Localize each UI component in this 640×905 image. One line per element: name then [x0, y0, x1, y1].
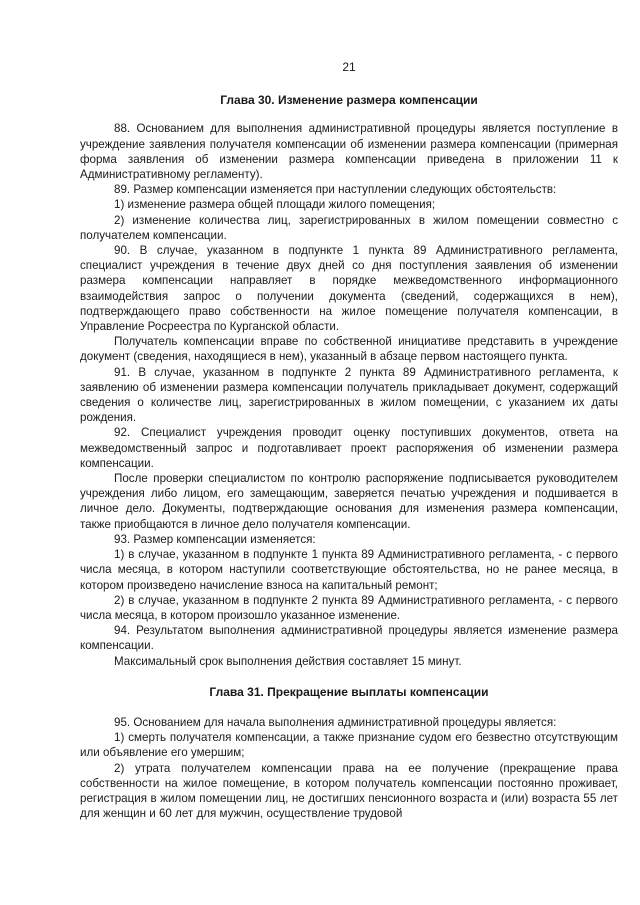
page-number: 21	[342, 60, 356, 74]
paragraph: 91. В случае, указанном в подпункте 2 пункта 89 Административного регламента, к заявлению об изменении размера компенсации получатель прикладывает документ, содержащий сведения о количестве лиц, зарегистрированных в жилом помещении, с указанием их даты рождения.	[80, 365, 618, 425]
paragraph: 1) в случае, указанном в подпункте 1 пункта 89 Административного регламента, - с первого числа месяца, в котором наступили соответствующие обстоятельства, но не ранее месяца, в котором произведено начисление взноса на капитальный ремонт;	[80, 548, 618, 592]
paragraph: 95. Основанием для начала выполнения административной процедуры является:	[114, 715, 557, 729]
chapter-30-body	[80, 121, 618, 668]
chapter-31-body	[80, 715, 618, 821]
paragraph: 1) смерть получателя компенсации, а также признание судом его безвестно отсутствующим или объявление его умершим;	[80, 731, 618, 760]
chapter-30-title: Глава 30. Изменение размера компенсации	[220, 93, 478, 108]
paragraph: 92. Специалист учреждения проводит оценку поступивших документов, ответа на межведомственный запрос и подготавливает проект распоряжения об изменении размера компенсации.	[80, 426, 618, 470]
chapter-31-title: Глава 31. Прекращение выплаты компенсации	[209, 684, 489, 699]
paragraph: После проверки специалистом по контролю распоряжение подписывается руководителем учреждения либо лицом, его замещающим, заверяется печатью учреждения и подшивается в личное дело. Документы, подтверждающие основания для изменения размера компенсации, также приобщаются в личное дело получателя компенсации.	[80, 472, 618, 531]
paragraph: 2) изменение количества лиц, зарегистрированных в жилом помещении совместно с получателем компенсации.	[80, 213, 618, 242]
paragraph: 93. Размер компенсации изменяется:	[114, 532, 316, 546]
paragraph: Получатель компенсации вправе по собственной инициативе представить в учреждение документ (сведения, находящиеся в нем), указанный в абзаце первом настоящего пункта.	[80, 335, 618, 364]
paragraph: 2) в случае, указанном в подпункте 2 пункта 89 Административного регламента, - с первого числа месяца, в котором произошло указанное изменение.	[80, 593, 618, 622]
paragraph: 2) утрата получателем компенсации права на ее получение (прекращение права собственности на жилое помещение, в котором получатель компенсации постоянно проживает, регистрация в жилом помещении лиц, не достигших пенсионного возраста и (или) возраста 55 лет для женщин и 60 лет для мужчин, осуществление трудовой	[80, 761, 618, 821]
paragraph: 90. В случае, указанном в подпункте 1 пункта 89 Административного регламента, специалист учреждения в течение двух дней со дня поступления заявления об изменении размера компенсации направляет в порядке межведомственного информационного взаимодействия запрос о получении документа (сведений, содержащихся в нем), подтверждающего право собственности на жилое помещение получателя компенсации, в Управление Росреестра по Курганской области.	[80, 244, 618, 334]
paragraph: 1) изменение размера общей площади жилого помещения;	[114, 198, 436, 212]
paragraph: 94. Результатом выполнения административной процедуры является изменение размера компенсации.	[80, 624, 618, 653]
paragraph: Максимальный срок выполнения действия составляет 15 минут.	[114, 654, 462, 668]
paragraph: 89. Размер компенсации изменяется при наступлении следующих обстоятельств:	[114, 183, 557, 197]
paragraph: 88. Основанием для выполнения административной процедуры является поступление в учреждение заявления получателя компенсации об изменении размера компенсации (примерная форма заявления об изменении размера компенсации приведена в приложении 11 к Административному регламенту).	[80, 122, 618, 182]
